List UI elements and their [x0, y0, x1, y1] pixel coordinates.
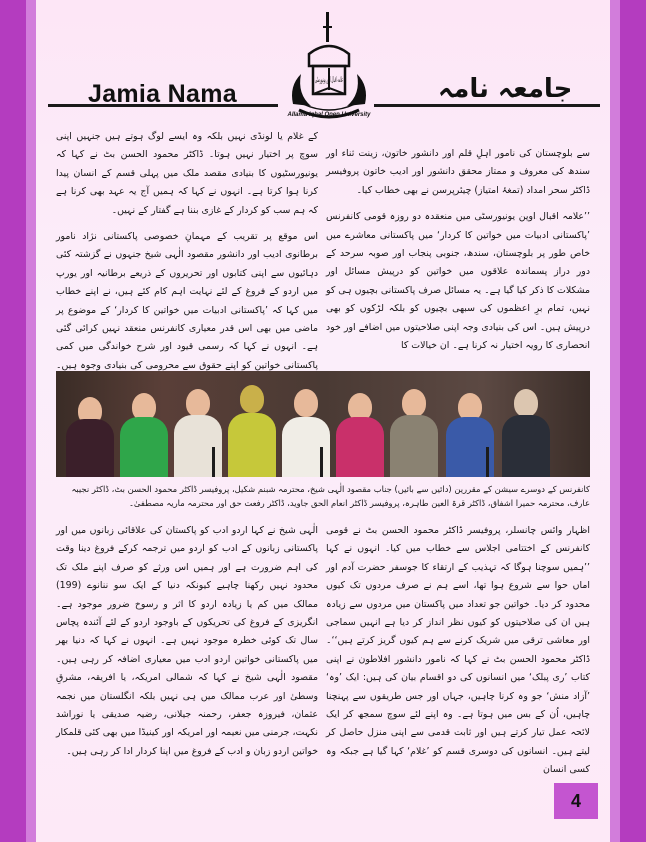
title-urdu: جامعہ نامہ	[438, 74, 573, 104]
microphone	[486, 447, 489, 477]
paragraph: اظہار وائس چانسلر، پروفیسر ڈاکٹر محمود الحسن بٹ نے قومی کانفرنس کے اختتامی اجلاس سے خطاب میں کیا۔ انہوں نے کہا ’’ہمیں سوچنا ہوگا کہ تہذیب کے ارتقاء کا جوسفر حضرت آدم اور اماں حوا سے شروع ہوا تھا، اسے ہم نے صرف مردوں تک کیوں محدود کر دیا۔ خواتین جو تعداد میں پاکستان میں مردوں سے زیادہ ہیں ان کی صلاحیتوں کو کیوں نظر انداز کر دیا ہے انہیں سماجی اور معاشی ترقی میں شریک کرنے سے ہم کیوں گریز کرتے ہیں‘‘۔ ڈاکٹر محمود الحسن بٹ نے کہا کہ نامور دانشور افلاطون نے اپنی کتاب ’ری پبلک‘ میں انسانوں کی دو اقسام بیان کی ہیں: ایک ’وہ‘ ’آزاد منش‘ جو وہ کرنا چاہیں، جہاں اور جس طریقوں سے پہنچنا چاہیں، اُن کے بس میں ہوتا ہے۔ وہ اپنے لئے سوچ سمجھ کر ایک لائحہ عمل تیار کرتے ہیں اور ثابت قدمی سے اپنی منزل حاصل کر لیتے ہیں۔ انسانوں کی دوسری قسم کو ’غلام‘ کہا گیا ہے جبکہ وہ کسی انسان	[326, 525, 590, 776]
right-side-inner-band	[610, 0, 620, 842]
speaker-figure	[388, 377, 440, 477]
column-bottom-left	[56, 522, 318, 772]
university-logo-icon	[283, 8, 375, 126]
photo-caption: کانفرنس کے دوسرے سیشن کے مقررین (دائیں سے بائیں) جناب مقصود الٰہی شیخ، محترمہ شبنم شکیل، پروفیسر ڈاکٹر محمود الحسن بٹ، ڈاکٹر نجیبہ عارف، محترمہ حمیرا اشفاق، ڈاکٹر قرۃ العین طاہرہ، پروفیسر ڈاکٹر انعام الحق جاوید، ڈاکٹر رفعت حق اور محترمہ ماریہ مصطفیٰ۔	[71, 484, 590, 508]
paragraph: کے غلام یا لونڈی نہیں بلکہ وہ ایسے لوگ ہوتے ہیں جنہیں اپنی سوچ پر اختیار نہیں ہوتا۔ ڈاکٹر محمود الحسن بٹ نے کہا کہ یونیورسٹیوں کا بنیادی مقصد ملک میں پہلی قسم کے انسان پیدا کرنا ہوا کرتا ہے۔ انہوں نے کہا کہ ہمیں آج یہ عہد بھی کرنا ہے کہ ہم سب کو کردار کے غازی بننا ہے گفتار کے نہیں۔	[56, 131, 318, 216]
conference-speakers-photo	[56, 371, 590, 477]
microphone	[212, 447, 215, 477]
column-bottom-right	[326, 522, 590, 776]
speaker-figure	[64, 381, 116, 477]
left-side-band	[0, 0, 26, 842]
speaker-figure	[118, 379, 170, 477]
logo-emblem-text: علامہ اقبال اوپن یونیورسٹی	[315, 75, 343, 84]
speaker-figure	[500, 377, 552, 477]
title-english: Jamia Nama	[88, 80, 237, 108]
paragraph: سے بلوچستان کی نامور اہلِ قلم اور دانشور خاتون، زینت ثناء اور سندھ کی معروف و ممتاز محقق دانشور اور ادیب خاتون پروفیسر ڈاکٹر سحر امداد (تمغۂ امتیاز) چیئرپرسن نے بھی خطاب کیا۔	[326, 148, 590, 196]
masthead	[36, 0, 610, 125]
paragraph: الٰہی شیخ نے کہا اردو ادب کو پاکستان کی علاقائی زبانوں میں اور پاکستانی زبانوں کے ادب کو اردو میں ترجمہ کرکے فروغ دینا وقت کی اہم ضرورت ہے اور ہمیں اس ورثے کو صرف اپنے ملک تک محدود نہیں رکھنا چاہیے کیونکہ دنیا کے ایک سو ننانوے (199) ممالک میں کم یا زیادہ اردو کا اثر و رسوخ ضرور موجود ہے۔ انگریزی کے فروغ کی تحریکوں کے باوجود اردو کے لئے آئندہ پچاس سال تک کوئی خطرہ موجود نہیں ہے۔ انہوں نے کہا کہ دنیا بھر میں پاکستانی خواتین اردو ادب میں معیاری اضافہ کر رہی ہیں۔ مقصود الٰہی شیخ نے کہا کہ شمالی امریکہ، یا افریقہ، مشرقِ وسطیٰ اور عرب ممالک میں ہی نہیں بلکہ انگلستان میں نجمہ عثمان، فیروزہ جعفر، رحمنہ جیلانی، رضیہ صدیقی یا نوراشد نکہت، جرمنی میں نعیمہ اور امریکہ اور کینیڈا میں بھی کئی قلمکار خواتین اردو زبان و ادب کے فروغ میں اپنا کردار ادا کر رہی ہیں۔	[56, 525, 318, 757]
paragraph: اس موقع پر تقریب کے مہمانِ خصوصی پاکستانی نژاد نامور برطانوی ادیب اور دانشور مقصود الٰہی شیخ جنہوں نے گزشتہ کئی دہائیوں سے اپنی کتابوں اور تحریروں کے ذریعے برطانیہ اور یورپ میں اردو کے فروغ کے لئے نہایت اہم کام کئے ہیں، نے اپنے خطاب میں کہا کہ ’پاکستانی ادبیات میں خواتین کا کردار‘ کے موضوع پر ماضی میں بھی اس قدر معیاری کانفرنس منعقد نہیں کرائی گئی ہے۔ انہوں نے کہا کہ رسمی قیود اور شرح خواندگی میں کمی پاکستانی خواتین کو اپنے حقوق سے محرومی کی بنیادی وجوہ ہیں۔	[56, 231, 318, 371]
paragraph: ’’علامہ اقبال اوپن یونیورسٹی میں منعقدہ دو روزہ قومی کانفرنس ’پاکستانی ادبیات میں خواتین کا کردار‘ میں پاکستانی معاشرے میں خاص طور پر بلوچستان، سندھ، جنوبی پنجاب اور صوبہ سرحد کے دور دراز پسماندہ علاقوں میں خواتین کو درپیش مسائل اور مشکلات کا ذکر کیا گیا ہے۔ یہ مسائل صرف پاکستانی بچیوں ہی کو نہیں، تمام برِ اعظموں کی سبھی بچیوں کو بلکہ لڑکوں کو بھی درپیش ہیں۔ اس کی بنیادی وجہ اپنی صلاحیتوں میں اضافے اور خود انحصاری کا رویہ اختیار نہ کرنا ہے۔ ان خیالات کا	[326, 211, 590, 352]
speaker-figure	[280, 377, 332, 477]
page-number: 4	[554, 783, 598, 819]
speaker-figure	[226, 375, 278, 477]
newsletter-page	[36, 0, 610, 842]
column-top-left	[56, 128, 318, 371]
left-side-inner-band	[26, 0, 36, 842]
speaker-figure	[334, 379, 386, 477]
column-top-right	[326, 145, 590, 365]
microphone	[320, 447, 323, 477]
masthead-rule-right	[374, 104, 600, 107]
logo-caption: Allama Iqbal Open University	[287, 112, 371, 118]
speaker-figure	[172, 377, 224, 477]
right-side-band	[620, 0, 646, 842]
